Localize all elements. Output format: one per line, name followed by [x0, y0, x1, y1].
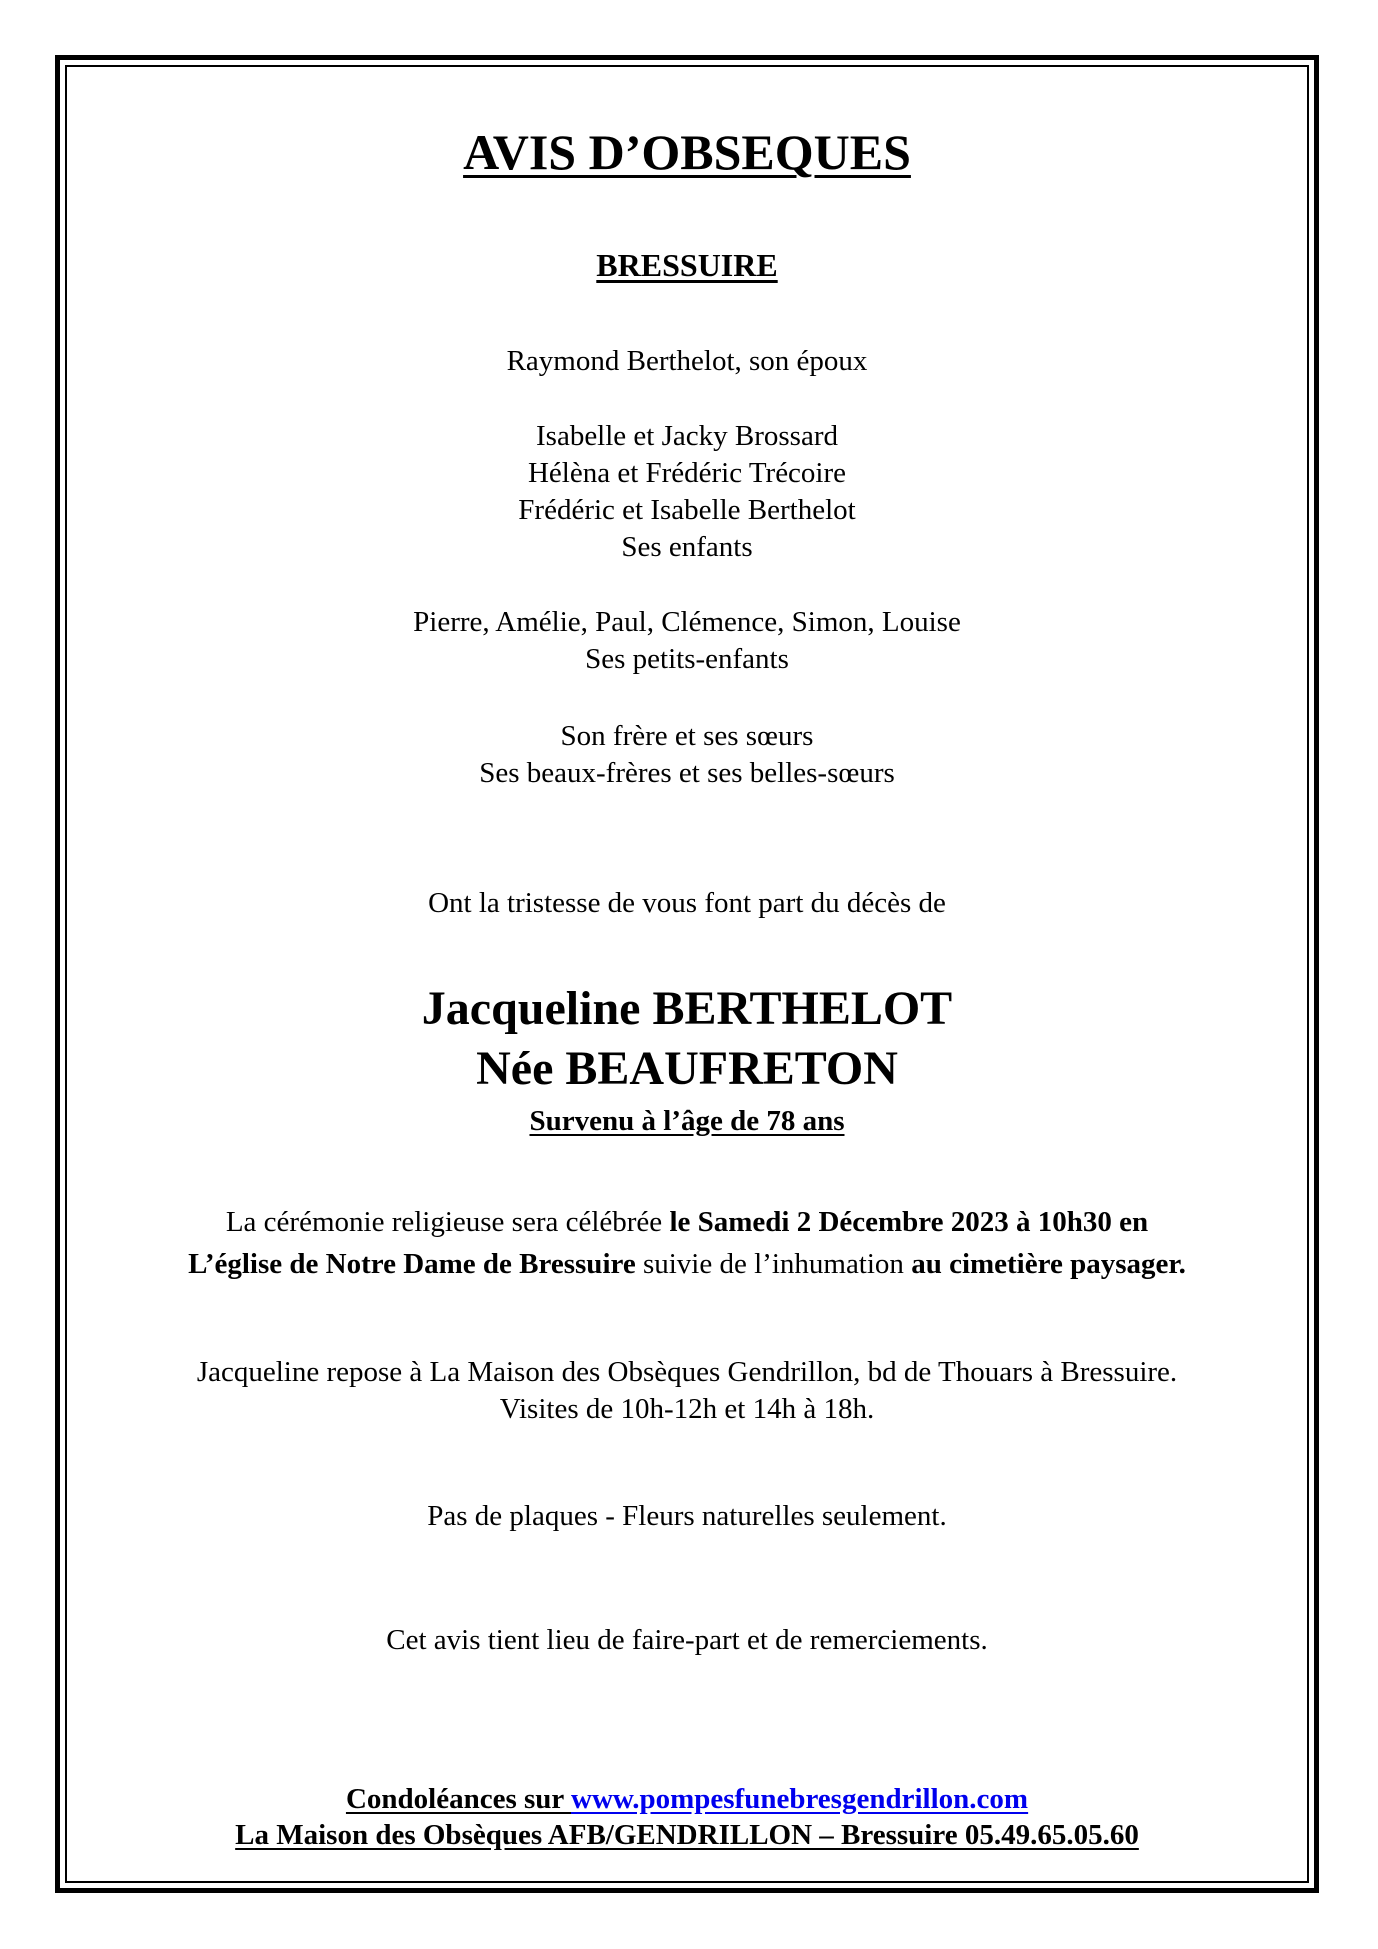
company-contact-line: La Maison des Obsèques AFB/GENDRILLON – Bressuire 05.49.65.05.60: [235, 1819, 1139, 1851]
children-label: Ses enfants: [621, 531, 753, 563]
grandchildren-label: Ses petits-enfants: [585, 643, 789, 675]
ceremony-intro: La cérémonie religieuse sera célébrée: [225, 1206, 670, 1238]
grandchildren-names: Pierre, Amélie, Paul, Clémence, Simon, Louise: [413, 606, 961, 638]
page-border-inner: [65, 65, 1309, 1883]
in-laws-line: Ses beaux-frères et ses belles-sœurs: [479, 757, 895, 789]
deceased-name: Jacqueline BERTHELOT: [421, 982, 953, 1035]
ceremony-line-1: [65, 1208, 1309, 1237]
rest-location-line: Jacqueline repose à La Maison des Obsèques Gendrillon, bd de Thouars à Bressuire.: [196, 1356, 1178, 1388]
age-line: Survenu à l’âge de 78 ans: [529, 1105, 845, 1137]
visiting-hours-line: Visites de 10h-12h et 14h à 18h.: [499, 1393, 875, 1425]
spouse-line: Raymond Berthelot, son époux: [506, 345, 868, 377]
website-link[interactable]: www.pompesfunebresgendrillon.com: [571, 1783, 1029, 1815]
ceremony-cemetery: au cimetière paysager.: [911, 1248, 1186, 1280]
ceremony-line-2: [65, 1250, 1309, 1279]
child-line: Hélèna et Frédéric Trécoire: [527, 457, 847, 489]
notice-title: AVIS D’OBSEQUES: [463, 124, 911, 180]
condolences-line: [65, 1785, 1309, 1814]
flowers-note: Pas de plaques - Fleurs naturelles seulement.: [427, 1500, 947, 1532]
city-heading: BRESSUIRE: [596, 247, 778, 283]
deceased-maiden-name: Née BEAUFRETON: [476, 1042, 898, 1095]
child-line: Frédéric et Isabelle Berthelot: [518, 494, 856, 526]
ceremony-church: L’église de Notre Dame de Bressuire: [188, 1248, 636, 1280]
thanks-note: Cet avis tient lieu de faire-part et de remerciements.: [386, 1624, 988, 1656]
child-line: Isabelle et Jacky Brossard: [536, 420, 838, 452]
siblings-line: Son frère et ses sœurs: [560, 720, 814, 752]
announcement-line: Ont la tristesse de vous font part du décès de: [428, 887, 946, 919]
ceremony-burial-text: suivie de l’inhumation: [635, 1248, 912, 1280]
condolences-label: Condoléances sur: [345, 1783, 571, 1815]
ceremony-date: le Samedi 2 Décembre 2023 à 10h30 en: [669, 1206, 1149, 1238]
